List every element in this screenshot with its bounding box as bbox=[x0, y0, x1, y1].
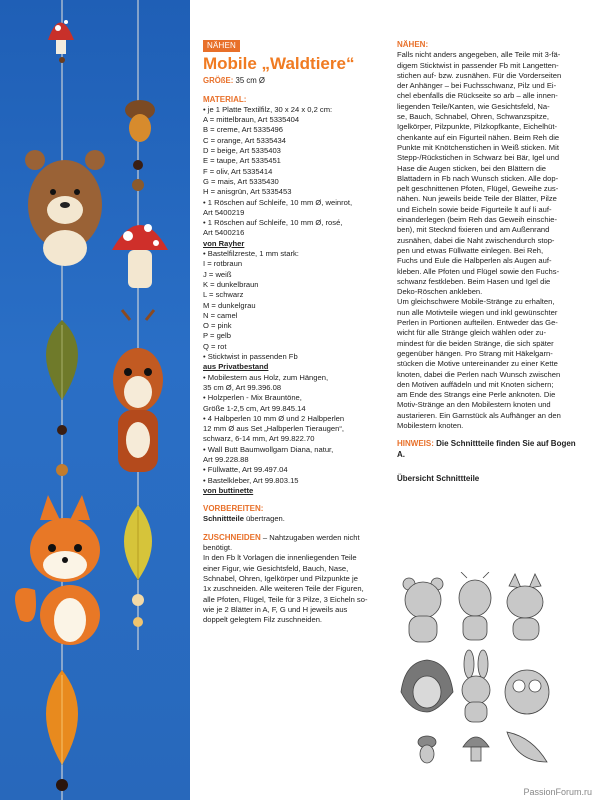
vorbereiten-bold: Schnittteile bbox=[203, 514, 244, 524]
material-line: I = rotbraun bbox=[203, 259, 243, 269]
pattern-leaf bbox=[507, 732, 547, 762]
zuschneiden-line: benötigt. bbox=[203, 543, 233, 553]
material-line: Art 5400219 bbox=[203, 207, 245, 217]
material-line: H = anisgrün, Art 5335453 bbox=[203, 187, 292, 197]
left-text-column bbox=[203, 40, 389, 625]
pattern-deer bbox=[459, 572, 491, 640]
naehen-line: nähen. Nun jeweils beide Teile der Blätter, Pilze bbox=[397, 194, 557, 204]
zuschneiden-heading: ZUSCHNEIDEN bbox=[203, 532, 261, 542]
naehen-line: pelt geschnittenen Pfoten, Flügel, Geweihe zus- bbox=[397, 184, 559, 194]
material-line: • Sticktwist in passenden Fb bbox=[203, 352, 298, 362]
material-line: L = schwarz bbox=[203, 290, 244, 300]
pattern-overview-drawing bbox=[397, 572, 557, 768]
naehen-line: der Anhänger – bei Fuchsschwanz, Pilz und Ei- bbox=[397, 81, 557, 91]
pattern-bear bbox=[403, 578, 443, 642]
hinweis bbox=[397, 439, 587, 460]
material-line: B = creme, Art 5335496 bbox=[203, 125, 283, 135]
right-text-column bbox=[397, 40, 587, 484]
hinweis-text2: A. bbox=[397, 449, 405, 459]
zuschneiden-line: Schnabel, Ohren, Igelkörper und Pilzpunkte je bbox=[203, 573, 358, 583]
naehen-text bbox=[397, 50, 587, 431]
material-line: • Wall Butt Baumwollgarn Diana, natur, bbox=[203, 444, 334, 454]
naehen-line: Hase die Augen sticken, bei den Blättern die bbox=[397, 163, 547, 173]
naehen-line: Um gleichschwere Mobile-Stränge zu erhalten, bbox=[397, 297, 555, 307]
hinweis-label: HINWEIS: bbox=[397, 439, 434, 449]
naehen-line: mindest für die beiden Stränge, die sich später bbox=[397, 338, 554, 348]
material-line: • 4 Halbperlen 10 mm Ø und 2 Halbperlen bbox=[203, 413, 345, 423]
zuschneiden-line: doppelt gelegtem Filz zuschneiden. bbox=[203, 615, 323, 625]
material-source: von Rayher bbox=[203, 238, 245, 248]
category-badge: NÄHEN bbox=[203, 40, 240, 52]
material-line: D = beige, Art 5335403 bbox=[203, 146, 281, 156]
acorn bbox=[125, 100, 155, 142]
watermark: PassionForum.ru bbox=[523, 787, 592, 797]
material-line: P = gelb bbox=[203, 331, 231, 341]
fox bbox=[15, 495, 100, 645]
material-line: • Mobilestern aus Holz, zum Hängen, bbox=[203, 372, 329, 382]
naehen-line: Motiv-Stränge an den Mobilestern knoten und bbox=[397, 400, 551, 410]
hinweis-text: Die Schnittteile finden Sie auf Bogen bbox=[433, 439, 576, 449]
zuschneiden-line: 1x zuschneiden. Alle weiteren Teile der Figuren, bbox=[203, 584, 364, 594]
zuschneiden-line: einer Figur, wie Gesichtsfeld, Bauch, Nase, bbox=[203, 563, 349, 573]
material-line: Art 5400216 bbox=[203, 228, 245, 238]
material-line: C = orange, Art 5335434 bbox=[203, 135, 286, 145]
material-source: aus Privatbestand bbox=[203, 362, 269, 372]
naehen-line: Stepp-/Rückstichen in Schwarz bei Bär, Igel und bbox=[397, 153, 560, 163]
material-line: O = pink bbox=[203, 321, 232, 331]
naehen-line: zusnähen, dabei die Naht zwischendurch stop- bbox=[397, 235, 555, 245]
naehen-line: gegenüber hängen. Pro Strang mit Häkelgarn- bbox=[397, 348, 553, 358]
material-line: M = dunkelgrau bbox=[203, 300, 256, 310]
naehen-line: liegenden Teile/Kanten, wie Gesichtsfeld, Na- bbox=[397, 101, 550, 111]
zuschneiden-line: – Nahtzugaben werden nicht bbox=[262, 532, 360, 542]
naehen-line: und Eicheln sowie beide Figurteile lt auf li auf- bbox=[397, 204, 552, 214]
naehen-line: am Ende des Strangs eine Perle anknoten. Die bbox=[397, 390, 556, 400]
naehen-heading: NÄHEN: bbox=[397, 40, 429, 49]
naehen-line: stichen auf- bzw. zusnähen. Für die Vorderseiten bbox=[397, 70, 562, 80]
material-line: • Bastelfilzreste, 1 mm stark: bbox=[203, 249, 299, 259]
naehen-line: Falls nicht anders angegeben, alle Teile mit 3-fä- bbox=[397, 50, 561, 60]
uebersicht-label: Übersicht Schnittteile bbox=[397, 473, 480, 483]
material-line: • 1 Röschen auf Schleife, 10 mm Ø, weinrot, bbox=[203, 197, 353, 207]
naehen-line: Fuchs und Eule die Halbperlen als Augen auf- bbox=[397, 256, 552, 266]
pattern-acorn bbox=[418, 736, 436, 763]
zuschneiden-section bbox=[203, 533, 389, 626]
naehen-line: Perlen in Portionen aufteilen. Entweder das Ge- bbox=[397, 318, 558, 328]
pattern-overview bbox=[397, 572, 557, 768]
material-line: 35 cm Ø, Art 99.396.08 bbox=[203, 382, 282, 392]
material-line: F = oliv, Art 5335414 bbox=[203, 166, 273, 176]
material-line: • Bastelkleber, Art 99.803.15 bbox=[203, 475, 299, 485]
mushroom-red bbox=[112, 224, 168, 288]
zuschneiden-line: In den Fb lt Vorlagen die innenliegenden Teile bbox=[203, 553, 357, 563]
zuschneiden-line: alle Pfoten, Flügel, Teile für 3 Pilze, 3 Eicheln so- bbox=[203, 594, 368, 604]
bear bbox=[25, 150, 105, 266]
naehen-line: kleben. Alle Pfoten und Flügel sowie den Fuchs- bbox=[397, 266, 560, 276]
material-line: Q = rot bbox=[203, 341, 227, 351]
naehen-line: stücken die Motive untereinander zu einer Kette bbox=[397, 359, 558, 369]
vorbereiten-text bbox=[203, 514, 389, 524]
naehen-line: schwanz festkleben. Beim Hasen und Igel die bbox=[397, 276, 551, 286]
naehen-line: chel ebenfalls die Rückseite so arb – alle innen- bbox=[397, 91, 558, 101]
naehen-line: Punkte mit Knötchenstichen in Weiß sticken. Mit bbox=[397, 142, 559, 152]
size-line bbox=[203, 76, 389, 86]
naehen-line: Blattadern in Fb nach Wunsch sticken. Alle dop- bbox=[397, 173, 559, 183]
size-value: 35 cm Ø bbox=[235, 76, 265, 86]
naehen-line: chenkante auf ein Figurteil nähen. Beim Reh die bbox=[397, 132, 560, 142]
material-line: N = camel bbox=[203, 310, 238, 320]
leaf-yellow bbox=[124, 505, 152, 580]
naehen-line: einanderlegen (beim Reh das Geweih einschie- bbox=[397, 215, 557, 225]
naehen-line: se, Bauch, Schnabel, Ohren, Schwanzspitze, bbox=[397, 112, 549, 122]
material-source: von buttinette bbox=[203, 485, 254, 495]
naehen-line: wicht für alle Stränge gleich wählen oder zu- bbox=[397, 328, 547, 338]
pattern-mushroom bbox=[463, 737, 489, 761]
material-line: A = mittelbraun, Art 5335404 bbox=[203, 115, 300, 125]
naehen-line: nun alle Motivteile wiegen und inkl gewünschter bbox=[397, 307, 558, 317]
naehen-line: ben), mit Stecknd fixieren und am Außenrand bbox=[397, 225, 550, 235]
material-list bbox=[203, 105, 389, 496]
material-line: Größe 1-2,5 cm, Art 99.845.14 bbox=[203, 403, 306, 413]
leaf-green bbox=[46, 320, 78, 400]
material-heading: MATERIAL: bbox=[203, 94, 247, 104]
naehen-line: Igelkörper, Pilzpunkte, Pilzkopfkante, Eichelhüt- bbox=[397, 122, 557, 132]
zuschneiden-line: wie je 2 Blätter in A, F, G und H jeweils aus bbox=[203, 604, 348, 614]
naehen-line: Deko-Röschen ankleben. bbox=[397, 287, 483, 297]
naehen-line: pen und etwas Füllwatte einlegen. Bei Reh, bbox=[397, 245, 544, 255]
material-line: G = mais, Art 5335430 bbox=[203, 176, 279, 186]
material-line: 12 mm Ø aus Set „Halbperlen Tieraugen“, bbox=[203, 424, 344, 434]
material-line: K = dunkelbraun bbox=[203, 279, 259, 289]
material-line: Art 99.228.88 bbox=[203, 454, 249, 464]
material-line: • Holzperlen - Mix Brauntöne, bbox=[203, 393, 302, 403]
pattern-hedgehog bbox=[401, 660, 453, 712]
vorbereiten-rest: übertragen. bbox=[243, 514, 285, 524]
material-line: • Füllwatte, Art 99.497.04 bbox=[203, 465, 288, 475]
size-label: GRÖßE: bbox=[203, 76, 234, 86]
mobile-photo bbox=[0, 0, 190, 800]
felt-animals-illustration bbox=[0, 0, 190, 800]
naehen-line: digem Sticktwist in passender Fb mit Langetten- bbox=[397, 60, 559, 70]
naehen-line: den Motiven auffädeln und mit Knoten sichern; bbox=[397, 379, 554, 389]
pattern-rabbit bbox=[462, 650, 490, 722]
naehen-line: austarieren. Ein Garnstück als Aufhänger an den bbox=[397, 410, 561, 420]
material-line: schwarz, 6-14 mm, Art 99.822.70 bbox=[203, 434, 315, 444]
naehen-line: Mobilestern knoten. bbox=[397, 420, 464, 430]
pattern-owl bbox=[505, 670, 549, 714]
material-line: E = taupe, Art 5335451 bbox=[203, 156, 281, 166]
vorbereiten-heading: VORBEREITEN: bbox=[203, 504, 264, 514]
naehen-line: knoten, dabei die Perlen nach Wunsch zwischen bbox=[397, 369, 561, 379]
pattern-fox bbox=[507, 574, 543, 640]
material-line: • 1 Röschen auf Schleife, 10 mm Ø, rosé, bbox=[203, 218, 343, 228]
material-line: • je 1 Platte Textilfilz, 30 x 24 x 0,2 cm: bbox=[203, 104, 333, 114]
mushroom-top bbox=[48, 20, 74, 54]
page-title: Mobile „Waldtiere“ bbox=[203, 54, 355, 74]
material-line: J = weiß bbox=[203, 269, 232, 279]
leaf-orange bbox=[46, 670, 78, 765]
